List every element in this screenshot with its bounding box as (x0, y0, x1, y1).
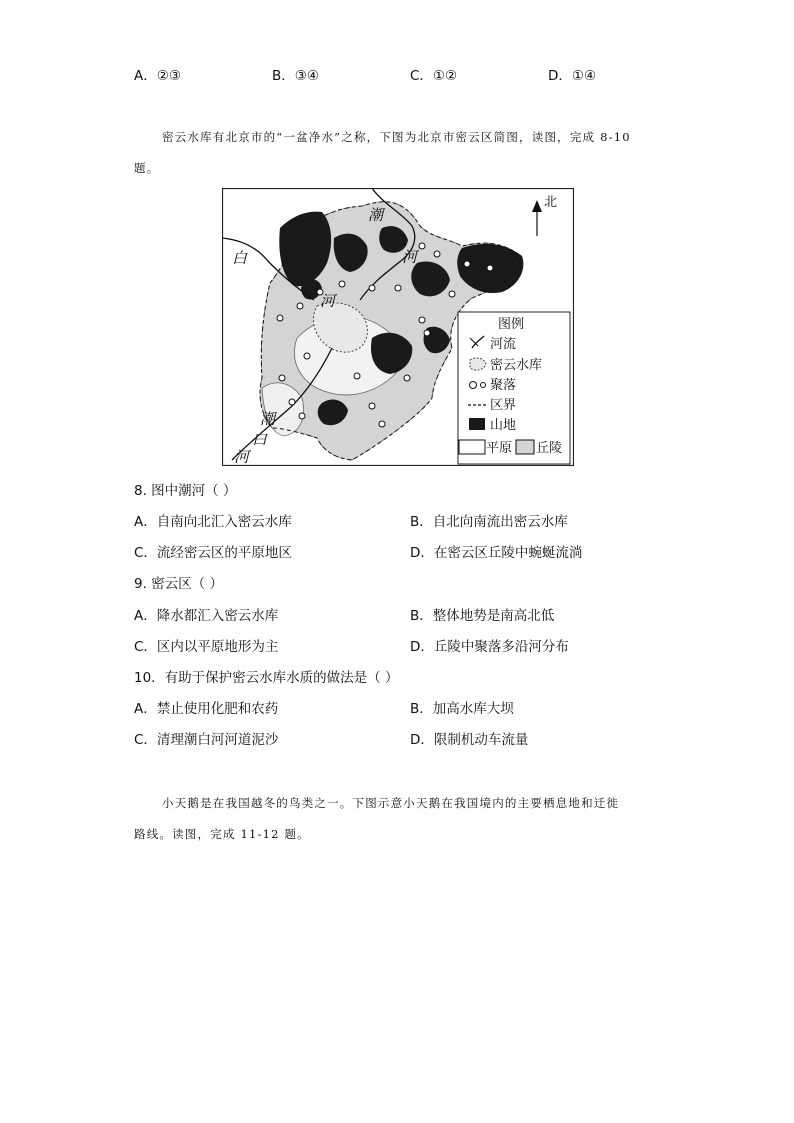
intro-miyun-line2: 题。 (134, 161, 160, 175)
q9-option-c: C．区内以平原地形为主 (134, 639, 279, 655)
prev-option-b: B．③④ (272, 68, 319, 84)
plain-legend-icon (459, 440, 485, 454)
river-label: 潮 (260, 410, 276, 428)
legend-item: 密云水库 (490, 358, 543, 373)
legend-item: 区界 (490, 398, 517, 413)
prev-option-d: D．①④ (548, 68, 597, 84)
intro-miyun-line1: 密云水库有北京市的“一盆净水”之称，下图为北京市密云区简图，读图，完成 8-10 (162, 130, 631, 144)
prev-option-a: A．②③ (134, 68, 181, 84)
legend-item: 聚落 (490, 378, 517, 393)
legend-item: 河流 (490, 337, 517, 352)
river-label: 河 (234, 448, 250, 466)
intro-swan-line2: 路线。读图，完成 11-12 题。 (134, 827, 310, 841)
question-8-stem: 8. 图中潮河（ ） (134, 483, 237, 499)
question-9-stem: 9. 密云区（ ） (134, 576, 223, 592)
q10-option-c: C．清理潮白河河道泥沙 (134, 732, 279, 748)
q10-option-a: A．禁止使用化肥和农药 (134, 701, 279, 717)
river-label: 潮 (368, 206, 384, 224)
prev-option-c: C．①② (410, 68, 458, 84)
intro-swan-line1: 小天鹅是在我国越冬的鸟类之一。下图示意小天鹅在我国境内的主要栖息地和迁徙 (162, 796, 620, 810)
north-label: 北 (544, 195, 558, 210)
river-label: 河 (320, 292, 336, 310)
legend-item: 山地 (490, 418, 517, 433)
hill-legend-icon (516, 440, 534, 454)
q8-option-a: A．自南向北汇入密云水库 (134, 514, 292, 530)
q8-option-b: B．自北向南流出密云水库 (410, 514, 568, 530)
mountain-legend-icon (469, 418, 485, 430)
q9-option-a: A．降水都汇入密云水库 (134, 608, 279, 624)
q8-option-d: D．在密云区丘陵中蜿蜒流淌 (410, 545, 583, 561)
miyun-district-map (222, 188, 574, 466)
legend-item: 平原 (486, 441, 513, 456)
legend-title: 图例 (498, 317, 525, 332)
q9-option-d: D．丘陵中聚落多沿河分布 (410, 639, 569, 655)
river-label: 河 (402, 248, 418, 266)
question-10-stem: 10．有助于保护密云水库水质的做法是（ ） (134, 670, 399, 686)
q8-option-c: C．流经密云区的平原地区 (134, 545, 292, 561)
river-label: 白 (232, 249, 248, 267)
legend-item: 丘陵 (536, 441, 563, 456)
q10-option-d: D．限制机动车流量 (410, 732, 529, 748)
river-label: 白 (252, 430, 268, 448)
q9-option-b: B．整体地势是南高北低 (410, 608, 555, 624)
q10-option-b: B．加高水库大坝 (410, 701, 514, 717)
